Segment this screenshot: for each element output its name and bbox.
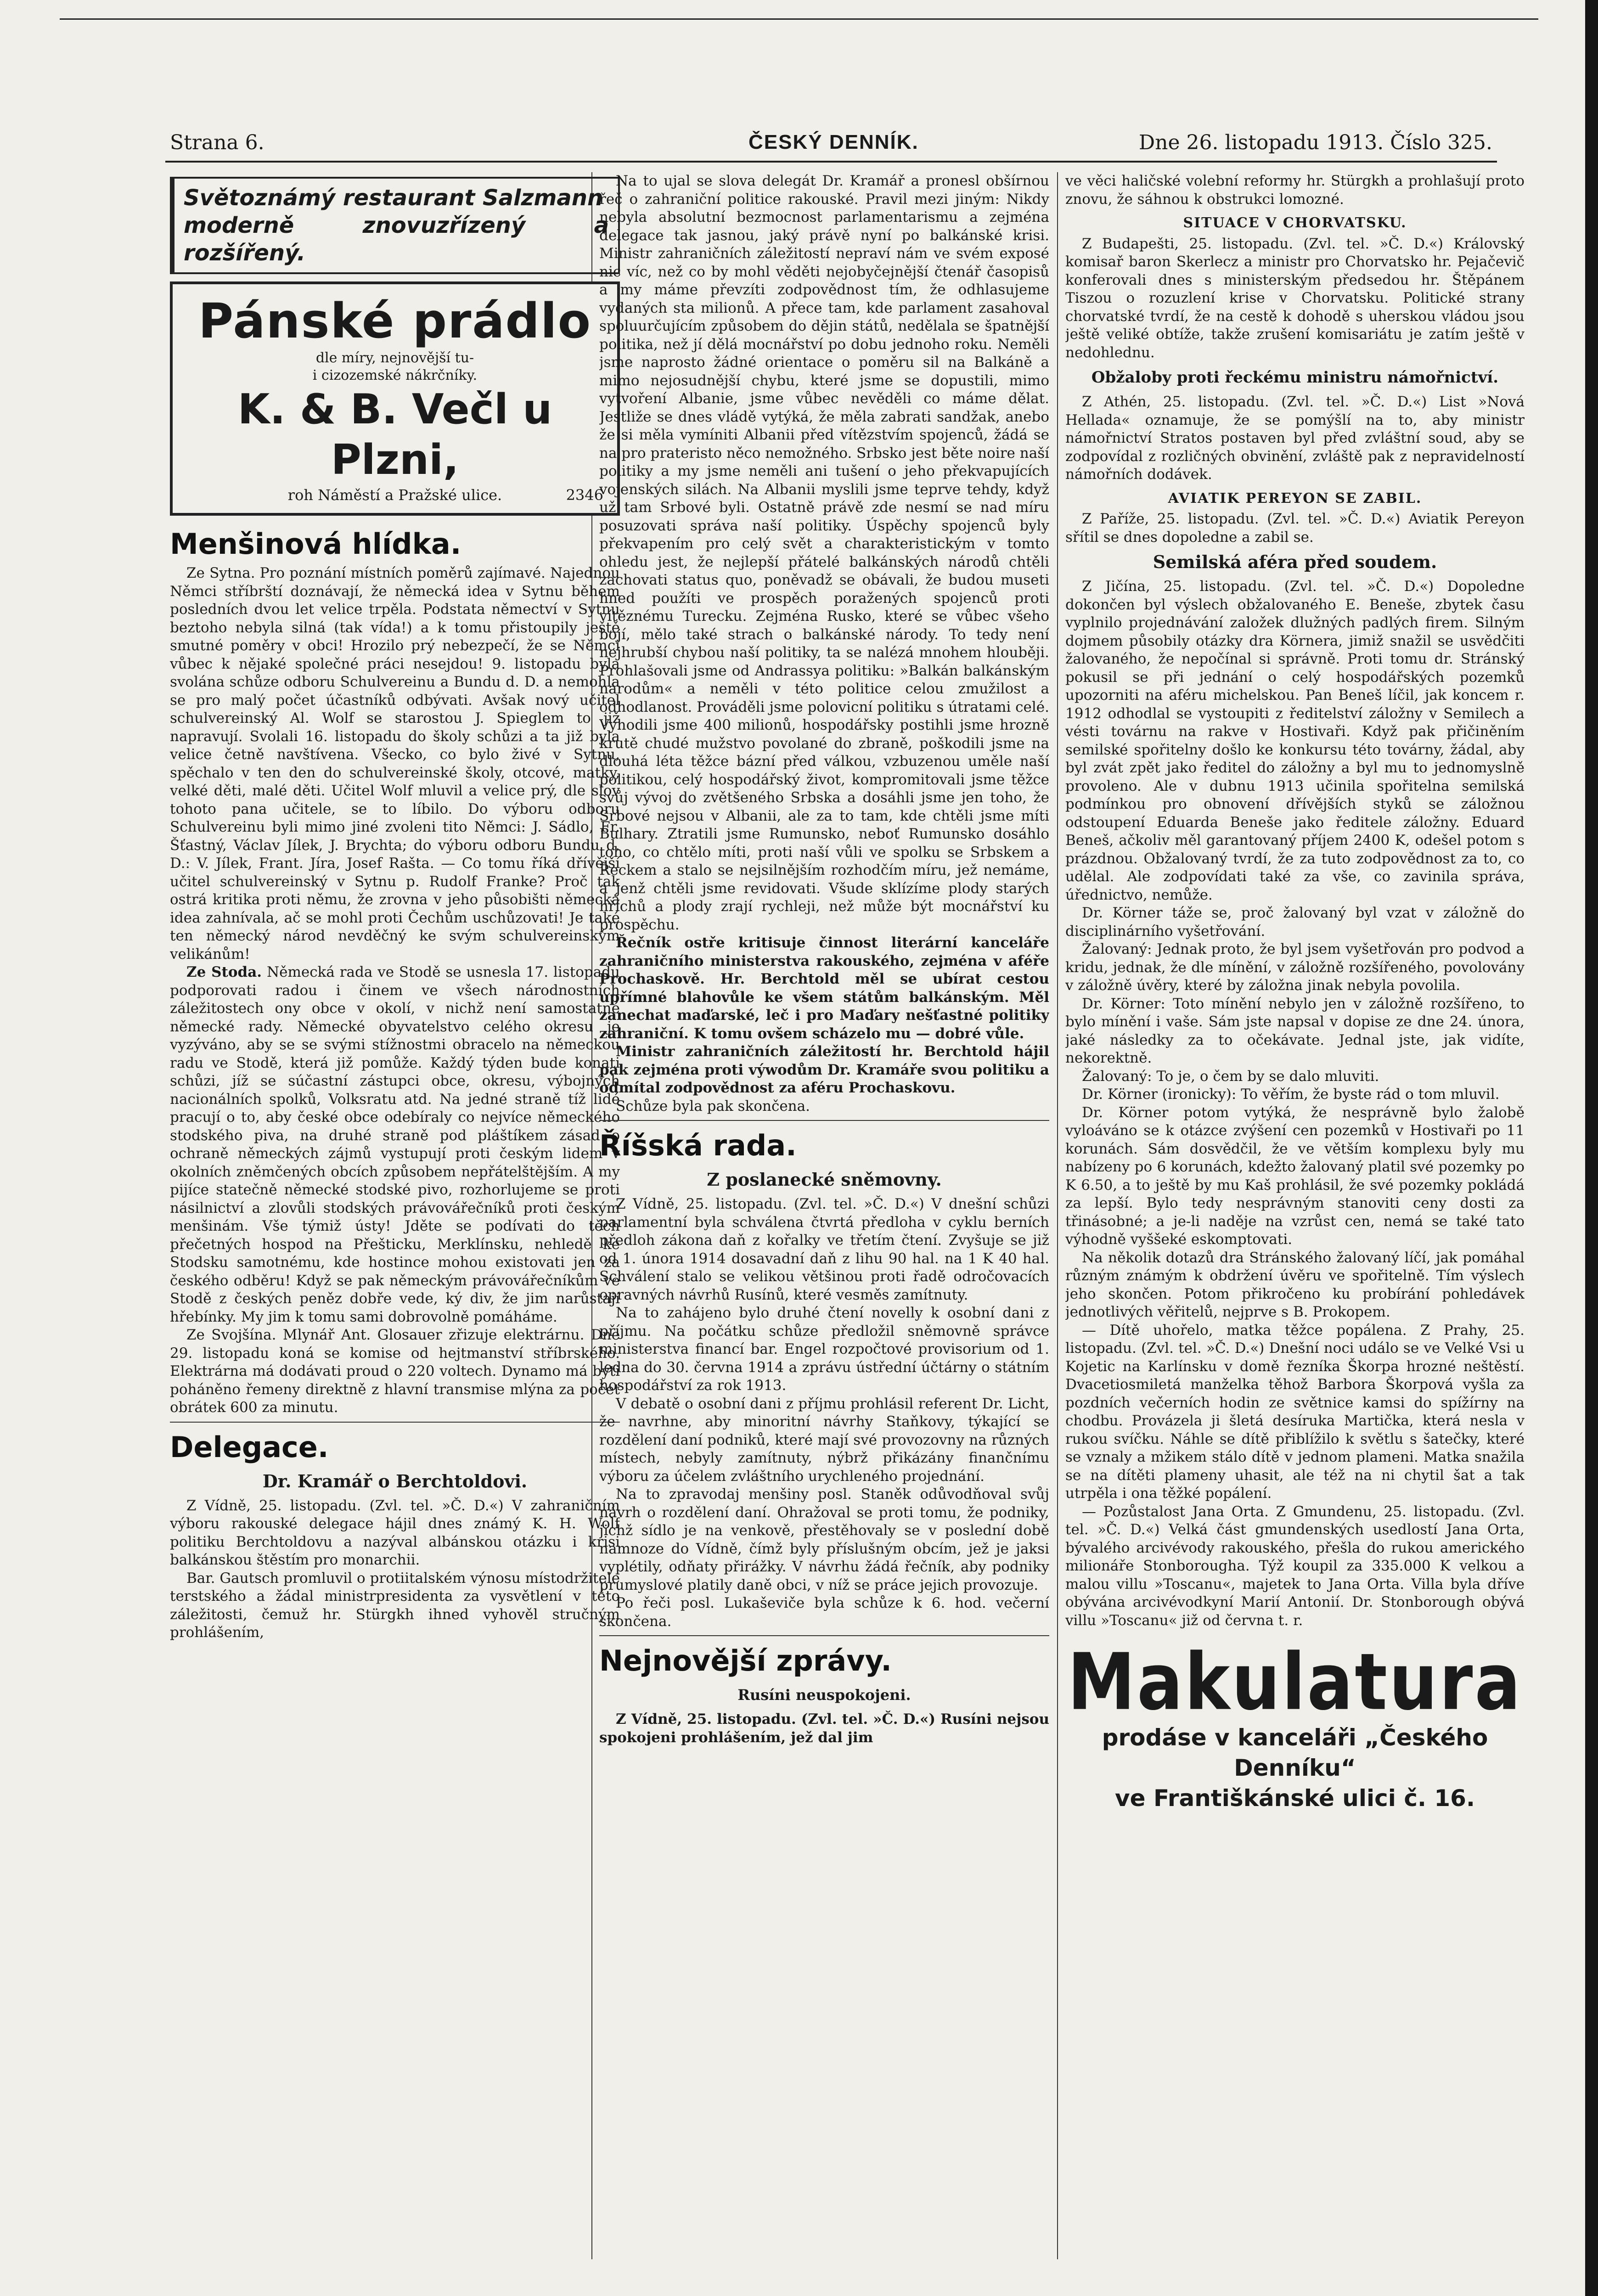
top-border	[60, 18, 1538, 20]
section-rule	[599, 1635, 1049, 1636]
article-paragraph: Řečník ostře kritisuje činnost literární kanceláře zahraničního ministerstva rakouského, zejména v aféře Prochaskově. Hr. Berchtold měl se ubírat cestou upřímné blahovůle ke všem státům balkánským. Měl zanechat maďarské, leč i pro Maďary nešťastné politiky zahraniční. K tomu ovšem scházelo mu — dobré vůle.	[599, 934, 1049, 1042]
ad-pradlo-line2: i cizozemské nákrčníky.	[312, 367, 478, 383]
section-heading-mensinova: Menšinová hlídka.	[170, 527, 461, 561]
section-heading-nejnovejsi: Nejnovější zprávy.	[599, 1644, 892, 1677]
article-subheading: Rusíni neuspokojeni.	[737, 1686, 911, 1704]
article-paragraph: — Pozůstalost Jana Orta. Z Gmundenu, 25. listopadu. (Zvl. tel. »Č. D.«) Velká část gmundenských usedlostí Jana Orta, bývalého arcivévody rakouského, přešla do rukou amerického milionáře Stonboroughа. Týž koupil za 335.000 K velkou a malou villu »Toscanu«, majetek to Jana Orta. Villa byla dříve obývána arcivévodkyní Marií Antonií. Dr. Stonborough obývá villu »Toscanu« již od června t. r.	[1065, 1503, 1525, 1629]
ad-pradlo-number: 2346	[566, 486, 603, 504]
ad-pradlo	[170, 281, 620, 516]
article-subheading: Z poslanecké sněmovny.	[707, 1169, 942, 1190]
article-heading: Obžaloby proti řeckému ministru námořnictví.	[1091, 368, 1499, 387]
ad-makulatura-line2: ve Františkánské ulici č. 16.	[1115, 1785, 1475, 1812]
article-paragraph: Žalovaný: Jednak proto, že byl jsem vyšetřován pro podvod a kridu, jednak, že dle mínění, v záložně rozšířeného, povolovány v záložně úvěry, které by záložna jinak nebyla povolila.	[1065, 941, 1525, 994]
article-paragraph: Dr. Körner (ironicky): To věřím, že byste rád o tom mluvil.	[1082, 1086, 1500, 1103]
article-paragraph: Dr. Körner táže se, proč žalovaný byl vzat v záložně do disciplinárního vyšetřování.	[1065, 905, 1525, 940]
page-header	[170, 131, 1492, 158]
article-paragraph: Z Vídně, 25. listopadu. (Zvl. tel. »Č. D.«) V dnešní schůzi parlamentní byla schválena čtvrtá předloha v cyklu berních předloh zákona daň z kořalky ve třetím čtení. Zvyšuje se již od 1. února 1914 dosavadní daň z lihu 90 hal. na 1 K 40 hal. Schválení stalo se velikou většinou proti řadě odročovacích opravných návrhů Rusínů, které vesměs zamítnuty.	[599, 1196, 1049, 1303]
article-heading: AVIATIK PEREYON SE ZABIL.	[1168, 490, 1422, 506]
ad-salzmann	[170, 177, 620, 274]
section-rule	[599, 1120, 1049, 1121]
article-paragraph: Po řeči posl. Lukaševiče byla schůze k 6. hod. večerní skončena.	[599, 1595, 1049, 1630]
ad-pradlo-title: Pánské prádlo	[198, 293, 592, 349]
article-paragraph: Ze Svojšína. Mlynář Ant. Glosauer zřizuje elektrárnu. Dne 29. listopadu koná se komise od hejtmanství stříbrského. Elektrárna má dodávati proud o 220 voltech. Dynamo má býti poháněno řemeny direktně z hlavní transmise mlýna za počet obrátek 600 za minutu.	[170, 1327, 620, 1416]
header-rule	[165, 161, 1497, 163]
ad-makulatura-title: Makulatura	[1067, 1637, 1523, 1728]
section-heading-risska: Říšská rada.	[599, 1129, 797, 1162]
ad-pradlo-name: K. & B. Večl u Plzni,	[237, 385, 552, 484]
column-2	[599, 172, 1049, 2259]
article-paragraph: Na to zahájeno bylo druhé čtení novelly k osobní dani z příjmu. Na počátku schůze předložil sněmovně správce ministerstva financí bar. Engel rozpočtové provisorium od 1. ledna do 30. června 1914 a zprávu ústřední účtárny o státním hospodářství za rok 1913.	[599, 1305, 1049, 1394]
article-subheading: Dr. Kramář o Berchtoldovi.	[262, 1470, 528, 1491]
ad-makulatura-line1: prodáse v kanceláři „Českého Denníku“	[1102, 1724, 1488, 1781]
ad-salzmann-line2: moderně znovuzřízený a rozšířený.	[184, 213, 609, 266]
article-paragraph: — Dítě uhořelo, matka těžce popálena. Z Prahy, 25. listopadu. (Zvl. tel. »Č. D.«) Dnešní noci událo se ve Velké Vsi u Kojetic na Karlínsku v domě řezníka Škorpa hrozné neštěstí. Dvacetiosmiletá manželka těhož Barbora Škorpová vyšla za pozdních večerních hodin ze světnice kamsi do spížírny na chodbu. Provázela ji šletá desíruka Martička, která nesla v rukou svíčku. Náhle se dítě přiblížilo k světlu s šatečky, které se vznaly a mžikem stálo dítě v jednom plameni. Matka snažila se na dítěti plameny uhasit, ale též na ni chytil šat a tak utrpěla i ona těžké popálení.	[1065, 1322, 1525, 1502]
paragraph-text: Německá rada ve Stodě se usnesla 17. listopadu podporovati radou i činem ve všech národnostních záležitostech ony obce v okolí, v nichž není samostatné německé rady. Německé obyvatelstvo celého okresu je vyzýváno, aby se se svými stížnostmi obracelo na německou radu ve Stodě, která již pomůže. Každý týden bude konati schůzi, jíž se súčastní zástupci obce, okresu, výbojných nacionálních spolků, Volksratu atd. Na jedné straně tíž lidé pracují o to, aby české obce odebíraly co nejvíce německého stodského piva, na druhé straně pod pláštíkem zásad o ochraně německých zájmů vystupují proti českým lidem v okolních zněmčených obcích způsobem nepřátelštějším. A my pijíce statečně německé stodské pivo, rozhorlujeme se proti násilnictví a zlovůli stodských právovářečníků proti českým menšinám. Vše týmiž ústy! Jděte se podívati do těch přečetných hospod na Přešticku, Merklínsku, nehledě ke Stodsku samotnému, kde hostince mohou existovati jen za českého odběru! Když se pak německým právovářečníkům ve Stodě z českých peněz dobře vede, ký div, že jim narůstají hřebínky. My jim k tomu sami dobrovolně pomáháme.	[170, 964, 620, 1325]
article-paragraph: Dr. Körner potom vytýká, že nesprávně bylo žalobě vyloáváno se k otázce zvýšení cen pozemků v Hostivaři po 11 korunách. Sám dosvědčil, že ve větším komplexu byly mu nabízeny po 6 korunách, kdežto žalovaný platil své pozemky po K 6.50, a to ještě by mu Kaš prohlásil, že své pozemky pokládá za lepší. Bylo tedy nesprávným stanoviti ceny dosti za třinásobné; a je-li naděje na vzrůst cen, nemá se také tato výhodně vyššeké eskomptovati.	[1065, 1104, 1525, 1248]
article-paragraph: Ministr zahraničních záležitostí hr. Berchtold hájil pak zejména proti výwodům Dr. Kramáře svou politiku a odmítal zodpovědnost za aféru Prochaskovu.	[599, 1043, 1049, 1096]
article-paragraph: Bar. Gautsch promluvil o protiitalském výnosu místodržitele terstského a žádal ministrpresidenta za vysvětlení v této záležitosti, čemuž hr. Stürgkh ihned vyhověl stručným prohlášením,	[170, 1570, 620, 1641]
column-divider	[1057, 172, 1058, 2259]
ad-makulatura	[1065, 1637, 1525, 1813]
column-1	[170, 172, 620, 2259]
article-paragraph: Z Vídně, 25. listopadu. (Zvl. tel. »Č. D.«) Rusíni nejsou spokojeni prohlášením, jež dal jim	[599, 1711, 1049, 1746]
article-paragraph: ve věci haličské volební reformy hr. Stürgkh a prohlašují proto znovu, že sáhnou k obstrukci lomozné.	[1065, 173, 1525, 208]
article-paragraph: Schůze byla pak skončena.	[616, 1097, 810, 1114]
page-number: Strana 6.	[170, 131, 264, 154]
ad-pradlo-address	[182, 485, 608, 505]
ad-salzmann-line1: Světoznámý restaurant Salzmann	[184, 185, 603, 211]
ad-pradlo-addr-text: roh Náměstí a Pražské ulice.	[287, 486, 502, 504]
article-paragraph: Z Vídně, 25. listopadu. (Zvl. tel. »Č. D.«) V zahraničním výboru rakouské delegace hájil dnes známý K. H. Wolf politiku Berchtoldovu a nazýval albánskou otázku i krisi balkánskou štěstím pro monarchii.	[170, 1497, 620, 1568]
article-paragraph: Z Jičína, 25. listopadu. (Zvl. tel. »Č. D.«) Dopoledne dokončen byl výslech obžalovaného E. Beneše, zbytek času vyplnilo projednávání založek dlužných padlých firem. Silným dojmem působily otázky dra Körnera, jimiž snažil se usvědčiti žalovaného, že nepočínal si správně. Proti tomu dr. Stránský pokusil se při jednání o celý hospodářských pozemků upozorniti na aféru michelskou. Pan Beneš líčil, jak koncem r. 1912 odhodlal se vystoupiti z ředitelství záložny v Semilech a vésti továrnu na rakve v Hostivaři. Když pak přičiněním semilské spořitelny došlo ke konkursu této továrny, žádal, aby byl zvát zpět jako ředitel do záložny a byl mu to jednomyslně provoleno. Ale v dubnu 1913 učinila spořitelna semilská podmínkou pro obnovení dřívějších styků se záložnou odstoupení Eduarda Beneše jako ředitele záložny. Eduard Beneš, ačkoliv měl garantovaný příjem 2400 K, odešel potom s prázdnou. Obžalovaný tvrdí, že za tuto zodpovědnost za to, co udělal. Ale zodpovídati také za vše, co zavinila správa, úřednictvo, nemůže.	[1065, 578, 1525, 903]
article-paragraph: Z Budapešti, 25. listopadu. (Zvl. tel. »Č. D.«) Královský komisař baron Skerlecz a ministr pro Chorvatsko hr. Pejačevič konferovali dnes s ministerským předsedou hr. Štěpánem Tiszou o rozuzlení krise v Chorvatsku. Politické strany chorvatské tvrdí, že na cestě k dohodě s uherskou vládou jsou ještě veliké obtíže, takže zrušení komisariátu je zatím ještě v nedohlednu.	[1065, 235, 1525, 361]
article-paragraph: Žalovaný: To je, o čem by se dalo mluviti.	[1082, 1068, 1379, 1085]
article-paragraph: Z Athén, 25. listopadu. (Zvl. tel. »Č. D.«) List »Nová Hellada« oznamuje, že se pomýšlí na to, aby ministr námořnictví Stratos postaven byl před zvláštní soud, aby se zodpovídal z rozličných obvinění, zvláště pak z nepravidelností námořních dodávek.	[1065, 394, 1525, 483]
paragraph-lead: Ze Stoda.	[186, 964, 262, 980]
issue-date: Dne 26. listopadu 1913. Číslo 325.	[1138, 131, 1492, 154]
article-paragraph: Na několik dotazů dra Stránského žalovaný líčí, jak pomáhal různým známým k obdržení úvěru ve spořitelně. Tím výslech jeho skončen. Potom přikročeno ku probírání pohledávek jednotlivých věřitelů, nejprve s B. Prokopem.	[1065, 1249, 1525, 1320]
article-paragraph: Ze Sytna. Pro poznání místních poměrů zajímavé. Najednou Němci stříbrští doznávají, že německá idea v Sytnu během posledních dvou let velice trpěla. Podstata němectví v Sytnu beztoho nebyla silná (tak vída!) a k tomu přistoupily ještě smutné poměry v obci! Hrozilo prý nebezpečí, že se Němci vůbec k nějaké společné práci nesejdou! 9. listopadu byla svolána schůze odboru Schulvereinu a Bundu d. D. a nemohla se pro malý počet účastníků odbývati. Avšak nový učitel schulvereinský Al. Wolf se starostou J. Spieglem to již napravují. Svolali 16. listopadu do školy schůzi a ta již byla velice četně navštívena. Všecko, co bylo živé v Sytnu, spěchalo v ten den do schulvereinské školy, otcové, matky, velké děti, malé děti. Učitel Wolf mluvil a velice prý, dle slov tohoto pana učitele, se to líbilo. Do výboru odboru Schulvereinu byli mimo jiné zvoleni tito Němci: J. Sádlo, Fr. Šťastný, Václav Jílek, J. Brychta; do výboru odboru Bundu d. D.: V. Jílek, Frant. Jíra, Josef Rašta. — Co tomu říká dřívější učitel schulvereinský v Sytnu p. Rudolf Franke? Proč tak ostrá kritika proti němu, že zrovna v jeho působišti německá idea zahnívala, ač se mohl proti Čechům uschůzovati! Je také ten německý národ nevděčný ke svým schulvereinským velikánům!	[170, 565, 620, 962]
article-paragraph: Na to zpravodaj menšiny posl. Staněk odůvodňoval svůj návrh o rozdělení daní. Ohražoval se proti tomu, že podniky, jichž sídlo je na venkově, přestěhovaly se v poslední době namnoze do Vídně, čímž byly příslušným obcím, jež je jaksi vyplétily, odňaty přirážky. V návrhu žádá řečník, aby podniky prumyslové platily daně obci, v níž se práce jejich provozuje.	[599, 1486, 1049, 1593]
column-3	[1065, 172, 1525, 2259]
section-rule	[170, 1422, 620, 1423]
article-paragraph: Na to ujal se slova delegát Dr. Kramář a pronesl obšírnou řeč o zahraniční politice rakouské. Pravil mezi jiným: Nikdy nebyla absolutní bezmocnost parlamentarismu a zejména delegace tak jasnou, jaký právě nyní po balkánské krisi. Ministr zahraničních záležitostí nepraví nám ve svém exposé nic víc, než co by mohl věděti nejobyčejnější čtenář časopisů a my máme převzíti zodpovědnost tím, že odhlasujeme vydaných sta milionů. A přece tam, kde parlament zasahoval spoluurčujícím způsobem do dějin států, nedělala se špatnější politika, než jí dělá mocnářství po dobu jednoho roku. Neměli jsme naprosto žádné orientace o poměru sil na Balkáně a mimo nejosudnější chybu, které jsme se dopustili, mimo vytvoření Albanie, jsme vůbec nevěděli co máme dělat. Jestliže se dnes vládě vytýká, že měla zabrati sandžak, anebo že si měla vymíniti Albanii před vítězstvím spojenců, žádá se na pro prateristo něco nemožného. Srbsko jest běte noire naší politiky a my jsme neměli ani tušení o jeho překvapujících vojenských silách. Na Albanii myslili jsme teprve tehdy, když už tam Srbové byli. Ostatně právě zde nesmí se nad míru posuzovati správa naší politiky. Úspěchy spojenců byly překvapením pro celý svět a charakteristickým v tomto ohledu jest, že nejlepší přátelé balkánských národů chtěli zachovati status quo, poněvadž se obávali, že budou museti hned použíti ve prospěch poražených spojenců proti vítěznému Turecku. Zejména Rusko, které se vůbec všeho bojí, mělo také strach o balkánské národy. To tedy není nejhrubší chybou naší politiky, ta se nalézá mnohem hlouběji. Prohlašovali jsme od Andrassya politiku: »Balkán balkánským národům« a neměli v této politice celou zmužilost a odhodlanost. Prováděli jsme polovicní politiku s útratami celé. Vyhodili jsme 400 milionů, hospodářsky postihli jsme hrozně krutě chudé mužstvo povolané do zbraně, poškodili jsme na dlouhá léta těžce bázní před válkou, vzbuzenou uměle naší politikou, celý hospodářský život, kompromitovali jsme těžce svůj vývoj do zvětšeného Srbska a dosáhli jsme jen toho, že Srbové nejsou v Albanii, ale za to tam, kde chtěli jsme míti Bulhary. Ztratili jsme Rumunsko, neboť Rumunsko dosáhlo toho, co chtělo míti, proti naší vůli ve spolku se Srbskem a Řeckem a stalo se nejsilnějším rozhodčím míru, jež nemáme, a jenž chtěli jsme revidovati. Všude sklízíme plody starých hříchů a plody zrají rychleji, než může být mocnářství ku prospěchu.	[599, 173, 1049, 933]
article-paragraph: V debatě o osobní dani z příjmu prohlásil referent Dr. Licht, že navrhne, aby minoritní návrhy Staňkovy, týkající se rozdělení daní podniků, které mají své provozovny na různých místech, nebyly zamítnuty, nýbrž přikázány finančnímu výboru za účelem zvláštního urychleného projednání.	[599, 1395, 1049, 1485]
article-heading: SITUACE V CHORVATSKU.	[1183, 215, 1407, 231]
article-paragraph	[170, 963, 620, 1326]
article-paragraph: Dr. Körner: Toto mínění nebylo jen v záložně rozšířeno, to bylo mínění i vaše. Sám jste napsal v dopise ze dne 24. února, jaké následky za to očekávate. Jednal jste, jak vidíte, nekorektně.	[1065, 995, 1525, 1066]
section-heading-delegace: Delegace.	[170, 1430, 329, 1464]
article-heading: Semilská aféra před soudem.	[1153, 551, 1437, 572]
ad-pradlo-line1: dle míry, nejnovější tu-	[315, 350, 474, 366]
newspaper-title: ČESKÝ DENNÍK.	[748, 131, 919, 153]
article-paragraph: Z Paříže, 25. listopadu. (Zvl. tel. »Č. D.«) Aviatik Pereyon sřítil se dnes dopoledne a zabil se.	[1065, 511, 1525, 546]
